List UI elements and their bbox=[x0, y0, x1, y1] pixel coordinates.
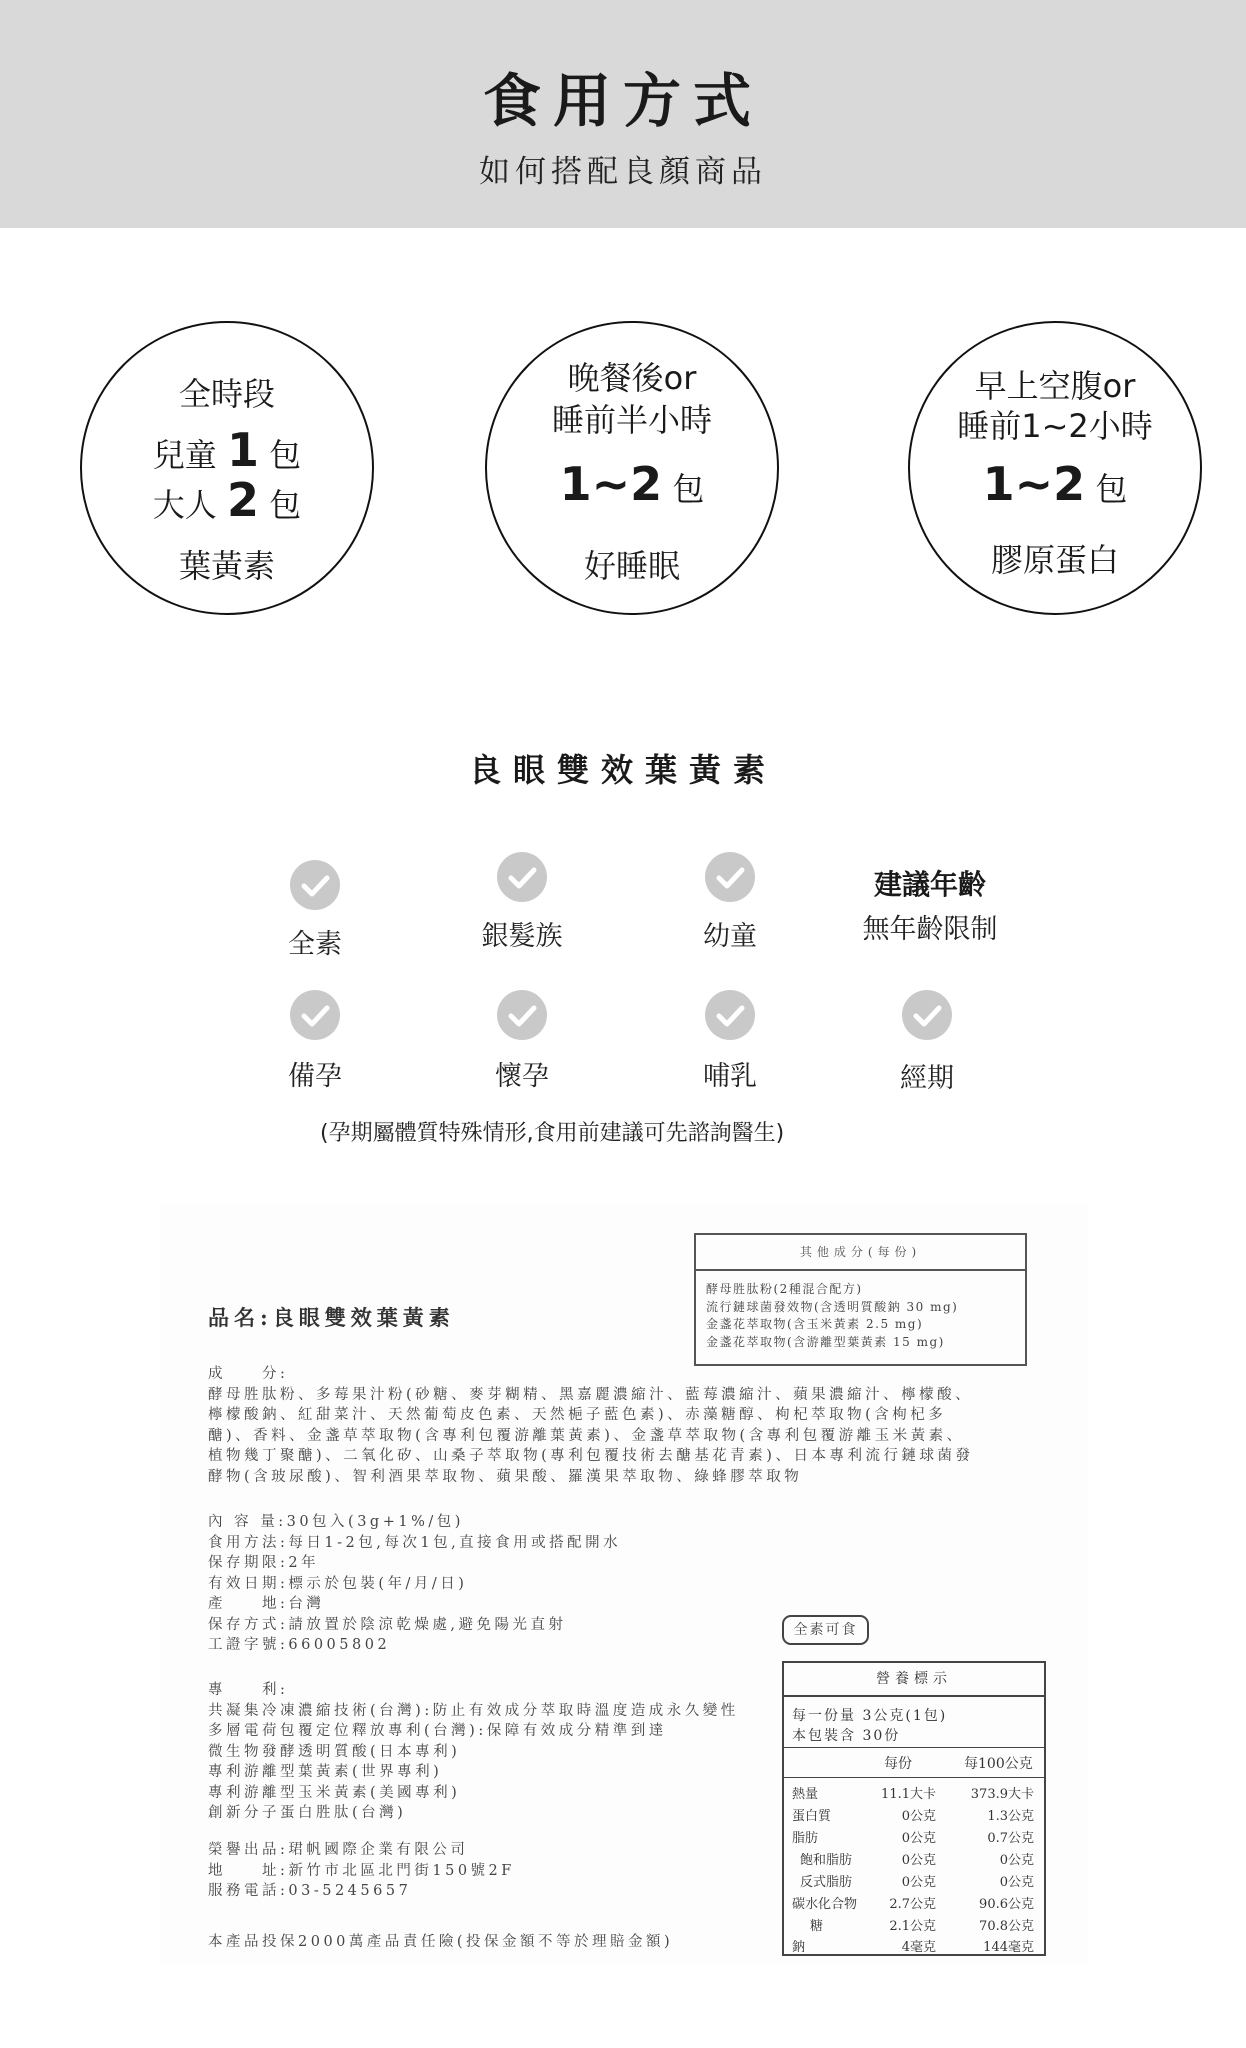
nutrient-per-serving: 0公克 bbox=[901, 1875, 936, 1890]
nutrient-per-serving: 4毫克 bbox=[901, 1940, 936, 1955]
patents: 專 利: 共凝集冷凍濃縮技術(台灣):防止有效成分萃取時溫度造成永久變性 多層電荷包覆定位釋放專利(台灣):保障有效成分精準到達 微生物發酵透明質酸(日本專利) 專利游離型葉黃素(世界專利) 專利游離型玉米黃素(美國專利) 創新分子蛋白胜肽(台灣) bbox=[208, 1682, 739, 1821]
pregnancy-note: (孕期屬體質特殊情形,食用前建議可先諮詢醫生) bbox=[320, 1121, 785, 1146]
check-icon bbox=[290, 860, 340, 910]
other-ingredients-box bbox=[694, 1233, 1027, 1366]
col-per-100g: 每100公克 bbox=[964, 1756, 1033, 1772]
dose-adults: 大人 2 包 bbox=[152, 473, 302, 527]
nutrient-per-100g: 373.9大卡 bbox=[970, 1787, 1034, 1802]
nutrient-name: 脂肪 bbox=[792, 1831, 819, 1846]
insurance-note: 本產品投保2000萬產品責任險(投保金額不等於理賠金額) bbox=[208, 1934, 674, 1950]
group-label: 經期 bbox=[900, 1063, 954, 1094]
nutrient-name: 飽和脂肪 bbox=[800, 1853, 853, 1868]
dose: 1~2 包 bbox=[559, 457, 705, 511]
nutrient-name: 糖 bbox=[810, 1919, 824, 1934]
nutrient-name: 碳水化合物 bbox=[792, 1897, 858, 1912]
check-icon bbox=[290, 990, 340, 1040]
group-label: 懷孕 bbox=[495, 1061, 549, 1092]
check-icon bbox=[497, 852, 547, 902]
usage-time: 早上空腹or bbox=[974, 367, 1136, 405]
ingredients: 成 分: 酵母胜肽粉、多莓果汁粉(砂糖、麥芽糊精、黑嘉麗濃縮汁、藍莓濃縮汁、蘋果濃縮汁、檸檬酸、 檸檬酸鈉、紅甜菜汁、天然葡萄皮色素、天然梔子藍色素)、赤藻糖醇、枸杞萃取物(含枸杞多 醣)、香料、金盞草萃取物(含專利包覆游離葉黃素)、金盞草萃取物(含專利包覆游離玉米黃素、 植物幾丁聚醣)、二氧化矽、山桑子萃取物(專利包覆技術去醣基花青素)、日本專利流行鏈球菌發 酵物(含玻尿酸)、智利酒果萃取物、蘋果酸、羅漢果萃取物、綠蜂膠萃取物 bbox=[208, 1366, 974, 1485]
group-label: 全素 bbox=[288, 929, 342, 960]
check-icon bbox=[705, 852, 755, 902]
nutrient-name: 鈉 bbox=[792, 1940, 806, 1955]
product-name-line: 品名:良眼雙效葉黃素 bbox=[208, 1305, 455, 1330]
nutrient-per-100g: 90.6公克 bbox=[979, 1897, 1034, 1912]
usage-time-2: 睡前半小時 bbox=[551, 401, 712, 439]
suitability-title: 良眼雙效葉黃素 bbox=[468, 751, 777, 789]
group-label: 銀髮族 bbox=[481, 921, 563, 952]
nutrient-per-serving: 2.1公克 bbox=[889, 1919, 936, 1934]
nutrient-per-serving: 0公克 bbox=[901, 1853, 936, 1868]
servings-per-package: 本包裝含 30份 bbox=[792, 1728, 901, 1744]
product-name: 膠原蛋白 bbox=[990, 541, 1119, 579]
check-icon bbox=[497, 990, 547, 1040]
usage-time: 晚餐後or bbox=[567, 359, 697, 397]
product-name: 葉黃素 bbox=[178, 547, 275, 585]
group-label: 哺乳 bbox=[703, 1061, 757, 1092]
nutrient-per-100g: 1.3公克 bbox=[987, 1809, 1034, 1824]
usage-circle-lutein bbox=[80, 321, 374, 615]
product-info: 內 容 量:30包入(3g+1%/包) 食用方法:每日1-2包,每次1包,直接食用或搭配開水 保存期限:2年 有效日期:標示於包裝(年/月/日) 產 地:台灣 保存方式:請放置於陰涼乾燥處,避免陽光直射 工證字號:66005802 bbox=[208, 1514, 622, 1653]
dose-children: 兒童 1 包 bbox=[152, 423, 302, 477]
product-name: 好睡眠 bbox=[583, 547, 680, 585]
page-title: 食用方式 bbox=[482, 67, 763, 135]
serving-size: 每一份量 3公克(1包) bbox=[792, 1708, 948, 1724]
header-band bbox=[0, 0, 1246, 228]
usage-time: 全時段 bbox=[178, 375, 275, 413]
nutrient-per-100g: 144毫克 bbox=[983, 1940, 1034, 1955]
other-ingredients-title: 其他成分(每份) bbox=[696, 1235, 1025, 1271]
col-per-serving: 每份 bbox=[884, 1756, 912, 1772]
group-label: 幼童 bbox=[703, 921, 757, 952]
group-label: 備孕 bbox=[288, 1061, 342, 1092]
nutrition-table bbox=[782, 1661, 1046, 1956]
nutrient-name: 熱量 bbox=[792, 1787, 819, 1802]
age-value: 無年齡限制 bbox=[862, 914, 998, 945]
nutrient-per-100g: 0公克 bbox=[999, 1875, 1034, 1890]
nutrient-per-100g: 0公克 bbox=[999, 1853, 1034, 1868]
nutrient-per-100g: 0.7公克 bbox=[987, 1831, 1034, 1846]
nutrient-per-serving: 0公克 bbox=[901, 1809, 936, 1824]
check-icon bbox=[902, 990, 952, 1040]
usage-circle-collagen bbox=[908, 321, 1202, 615]
nutrient-per-serving: 11.1大卡 bbox=[881, 1787, 936, 1802]
usage-time-2: 睡前1~2小時 bbox=[957, 407, 1153, 445]
nutrition-title: 營養標示 bbox=[784, 1663, 1044, 1697]
company-info: 榮譽出品:珺帆國際企業有限公司 地 址:新竹市北區北門街150號2F 服務電話:03-5245657 bbox=[208, 1842, 515, 1899]
usage-circle-sleep bbox=[485, 321, 779, 615]
age-title: 建議年齡 bbox=[873, 868, 986, 901]
vegan-badge: 全素可食 bbox=[782, 1615, 869, 1645]
nutrient-per-100g: 70.8公克 bbox=[979, 1919, 1034, 1934]
check-icon bbox=[705, 990, 755, 1040]
nutrient-per-serving: 0公克 bbox=[901, 1831, 936, 1846]
nutrient-name: 蛋白質 bbox=[792, 1809, 832, 1824]
page-subtitle: 如何搭配良顏商品 bbox=[479, 154, 767, 190]
dose: 1~2 包 bbox=[982, 457, 1128, 511]
other-ingredients-list: 酵母胜肽粉(2種混合配方) 流行鏈球菌發效物(含透明質酸鈉 30 mg) 金盞花萃取物(含玉米黃素 2.5 mg) 金盞花萃取物(含游離型葉黃素 15 mg) bbox=[706, 1282, 959, 1349]
nutrient-name: 反式脂肪 bbox=[800, 1875, 853, 1890]
nutrient-per-serving: 2.7公克 bbox=[889, 1897, 936, 1912]
